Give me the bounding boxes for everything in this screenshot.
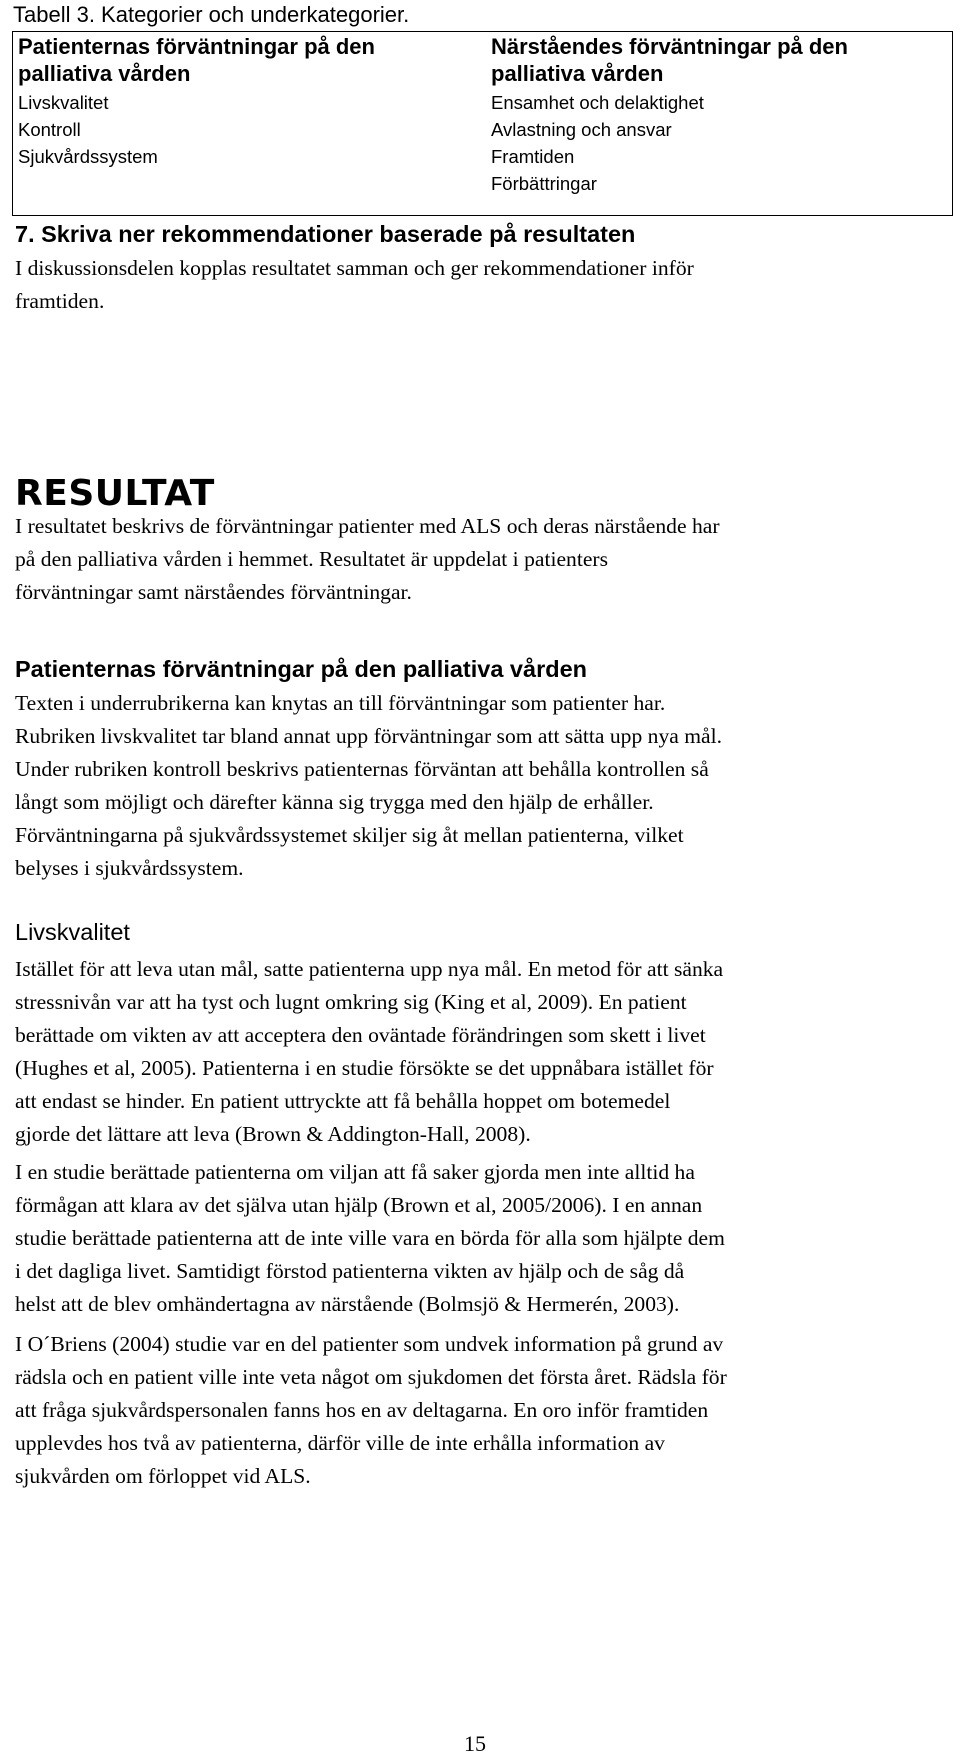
text-line: berättade om vikten av att acceptera den oväntade förändringen som skett i livet: [15, 1023, 706, 1047]
patients-expectations-heading: Patienternas förväntningar på den palliativa vården: [15, 656, 587, 682]
table-cell-avlastning: Avlastning och ansvar: [491, 119, 672, 140]
text-line: belyses i sjukvårdssystem.: [15, 856, 244, 880]
livskvalitet-paragraph-3: [15, 1328, 950, 1493]
text-line: Under rubriken kontroll beskrivs patienternas förväntan att behålla kontrollen så: [15, 757, 709, 781]
text-line: att fråga sjukvårdspersonalen fanns hos en av deltagarna. En oro inför framtiden: [15, 1398, 709, 1422]
section-7-heading: 7. Skriva ner rekommendationer baserade på resultaten: [15, 221, 636, 247]
text-line: Istället för att leva utan mål, satte patienterna upp nya mål. En metod för att sänka: [15, 957, 724, 981]
text-line: helst att de blev omhändertagna av närstående (Bolmsjö & Hermerén, 2003).: [15, 1292, 680, 1316]
table-cell-livskvalitet: Livskvalitet: [18, 92, 109, 113]
text-line: stressnivån var att ha tyst och lugnt omkring sig (King et al, 2009). En patient: [15, 990, 687, 1014]
text-line: rädsla och en patient ville inte veta något om sjukdomen det första året. Rädsla för: [15, 1365, 727, 1389]
text-line: gjorde det lättare att leva (Brown & Addington-Hall, 2008).: [15, 1122, 531, 1146]
text-line: Texten i underrubrikerna kan knytas an till förväntningar som patienter har.: [15, 691, 666, 715]
text-line: (Hughes et al, 2005). Patienterna i en studie försökte se det uppnåbara istället för: [15, 1056, 714, 1080]
text-line: förväntningar samt närståendes förväntningar.: [15, 580, 412, 604]
livskvalitet-paragraph-1: [15, 953, 950, 1151]
text-line: i det dagliga livet. Samtidigt förstod patienterna vikten av hjälp och de såg då: [15, 1259, 685, 1283]
text-line: att endast se hinder. En patient uttryckte att få behålla hoppet om botemedel: [15, 1089, 671, 1113]
text-line: I diskussionsdelen kopplas resultatet samman och ger rekommendationer inför: [15, 256, 694, 280]
table-cell-framtiden: Framtiden: [491, 146, 575, 167]
text-line: I O´Briens (2004) studie var en del patienter som undvek information på grund av: [15, 1332, 724, 1356]
text-line: framtiden.: [15, 289, 105, 313]
text-line: Förväntningarna på sjukvårdssystemet skiljer sig åt mellan patienterna, vilket: [15, 823, 684, 847]
relatives-column: [491, 32, 951, 197]
table-cell-kontroll: Kontroll: [18, 119, 81, 140]
text-line: på den palliativa vården i hemmet. Resultatet är uppdelat i patienters: [15, 547, 609, 571]
patients-column-header-line2: palliativa vården: [18, 61, 191, 86]
table-caption: Tabell 3. Kategorier och underkategorier.: [13, 2, 410, 27]
text-line: långt som möjligt och därefter känna sig trygga med den hjälp de erhåller.: [15, 790, 654, 814]
section-7-text: [15, 252, 950, 318]
text-line: förmågan att klara av det själva utan hjälp (Brown et al, 2005/2006). I en annan: [15, 1193, 703, 1217]
relatives-column-header-line1: Närståendes förväntningar på den: [491, 34, 848, 59]
text-line: Rubriken livskvalitet tar bland annat upp förväntningar som att sätta upp nya mål.: [15, 724, 723, 748]
table-cell-ensamhet: Ensamhet och delaktighet: [491, 92, 704, 113]
text-line: I resultatet beskrivs de förväntningar patienter med ALS och deras närstående har: [15, 514, 720, 538]
category-table: [12, 31, 953, 216]
livskvalitet-paragraph-2: [15, 1156, 950, 1321]
livskvalitet-heading: Livskvalitet: [15, 919, 130, 945]
relatives-column-header-line2: palliativa vården: [491, 61, 664, 86]
table-cell-sjukvardssystem: Sjukvårdssystem: [18, 146, 158, 167]
patients-expectations-text: [15, 687, 950, 885]
text-line: upplevdes hos två av patienterna, därför ville de inte erhålla information av: [15, 1431, 665, 1455]
text-line: studie berättade patienterna att de inte ville vara en börda för alla som hjälpte dem: [15, 1226, 725, 1250]
text-line: sjukvården om förloppet vid ALS.: [15, 1464, 311, 1488]
result-intro-text: [15, 510, 950, 609]
page-number: 15: [464, 1731, 486, 1756]
table-cell-forbattringar: Förbättringar: [491, 173, 597, 194]
patients-column-header-line1: Patienternas förväntningar på den: [18, 34, 375, 59]
result-heading: RESULTAT: [15, 473, 215, 514]
text-line: I en studie berättade patienterna om viljan att få saker gjorda men inte alltid ha: [15, 1160, 695, 1184]
patients-column: [18, 32, 488, 170]
